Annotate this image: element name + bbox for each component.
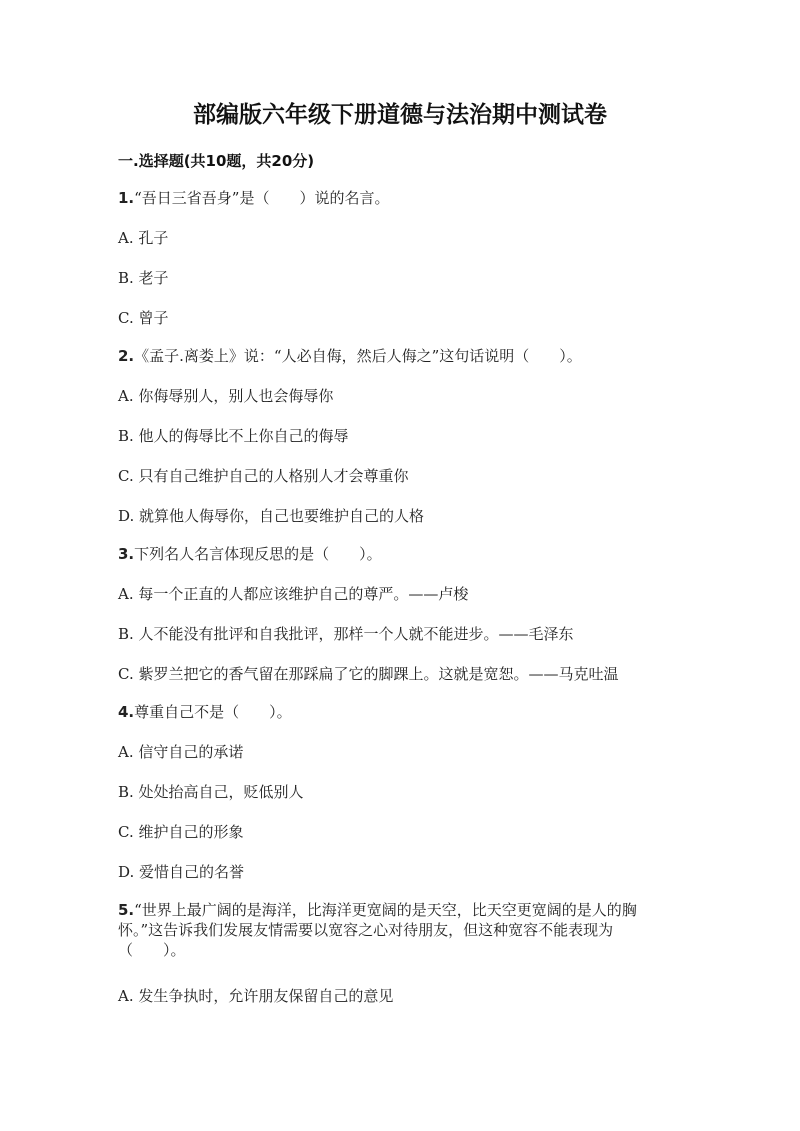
question-stem: 《孟子.离娄上》说：“人必自侮，然后人侮之”这句话说明（ ）。 (134, 347, 582, 365)
option-4d: D. 爱惜自己的名誉 (118, 863, 245, 881)
question-number: 5. (118, 901, 135, 919)
question-number: 2. (118, 347, 135, 365)
question-2 (118, 346, 678, 366)
exam-title: 部编版六年级下册道德与法治期中测试卷 (193, 102, 607, 128)
question-stem: “世界上最广阔的是海洋，比海洋更宽阔的是天空，比天空更宽阔的是人的胸怀。”这告诉我们发展友情需要以宽容之心对待朋友，但这种宽容不能表现为（ ）。 (118, 901, 637, 959)
option-3b: B. 人不能没有批评和自我批评，那样一个人就不能进步。——毛泽东 (118, 625, 574, 643)
question-stem: 尊重自己不是（ ）。 (134, 703, 292, 721)
option-2c: C. 只有自己维护自己的人格别人才会尊重你 (118, 467, 409, 485)
option-1c: C. 曾子 (118, 309, 169, 327)
question-stem: “吾日三省吾身”是（ ）说的名言。 (134, 189, 390, 207)
question-number: 4. (118, 703, 135, 721)
option-1b: B. 老子 (118, 269, 169, 287)
option-4a: A. 信守自己的承诺 (118, 743, 244, 761)
question-1 (118, 188, 678, 208)
option-2b: B. 他人的侮辱比不上你自己的侮辱 (118, 427, 349, 445)
question-stem: 下列名人名言体现反思的是（ ）。 (134, 545, 382, 563)
option-3c: C. 紫罗兰把它的香气留在那踩扁了它的脚踝上。这就是宽恕。——马克吐温 (118, 665, 619, 683)
question-number: 3. (118, 545, 135, 563)
option-3a: A. 每一个正直的人都应该维护自己的尊严。——卢梭 (118, 585, 469, 603)
question-3 (118, 544, 678, 564)
option-2a: A. 你侮辱别人，别人也会侮辱你 (118, 387, 334, 405)
question-number: 1. (118, 189, 135, 207)
question-5 (118, 900, 678, 960)
option-1a: A. 孔子 (118, 229, 169, 247)
option-4c: C. 维护自己的形象 (118, 823, 244, 841)
option-2d: D. 就算他人侮辱你，自己也要维护自己的人格 (118, 507, 425, 525)
section-heading: 一.选择题(共10题，共20分) (118, 152, 315, 170)
option-5a: A. 发生争执时，允许朋友保留自己的意见 (118, 987, 394, 1005)
question-4 (118, 702, 678, 722)
option-4b: B. 处处抬高自己，贬低别人 (118, 783, 304, 801)
